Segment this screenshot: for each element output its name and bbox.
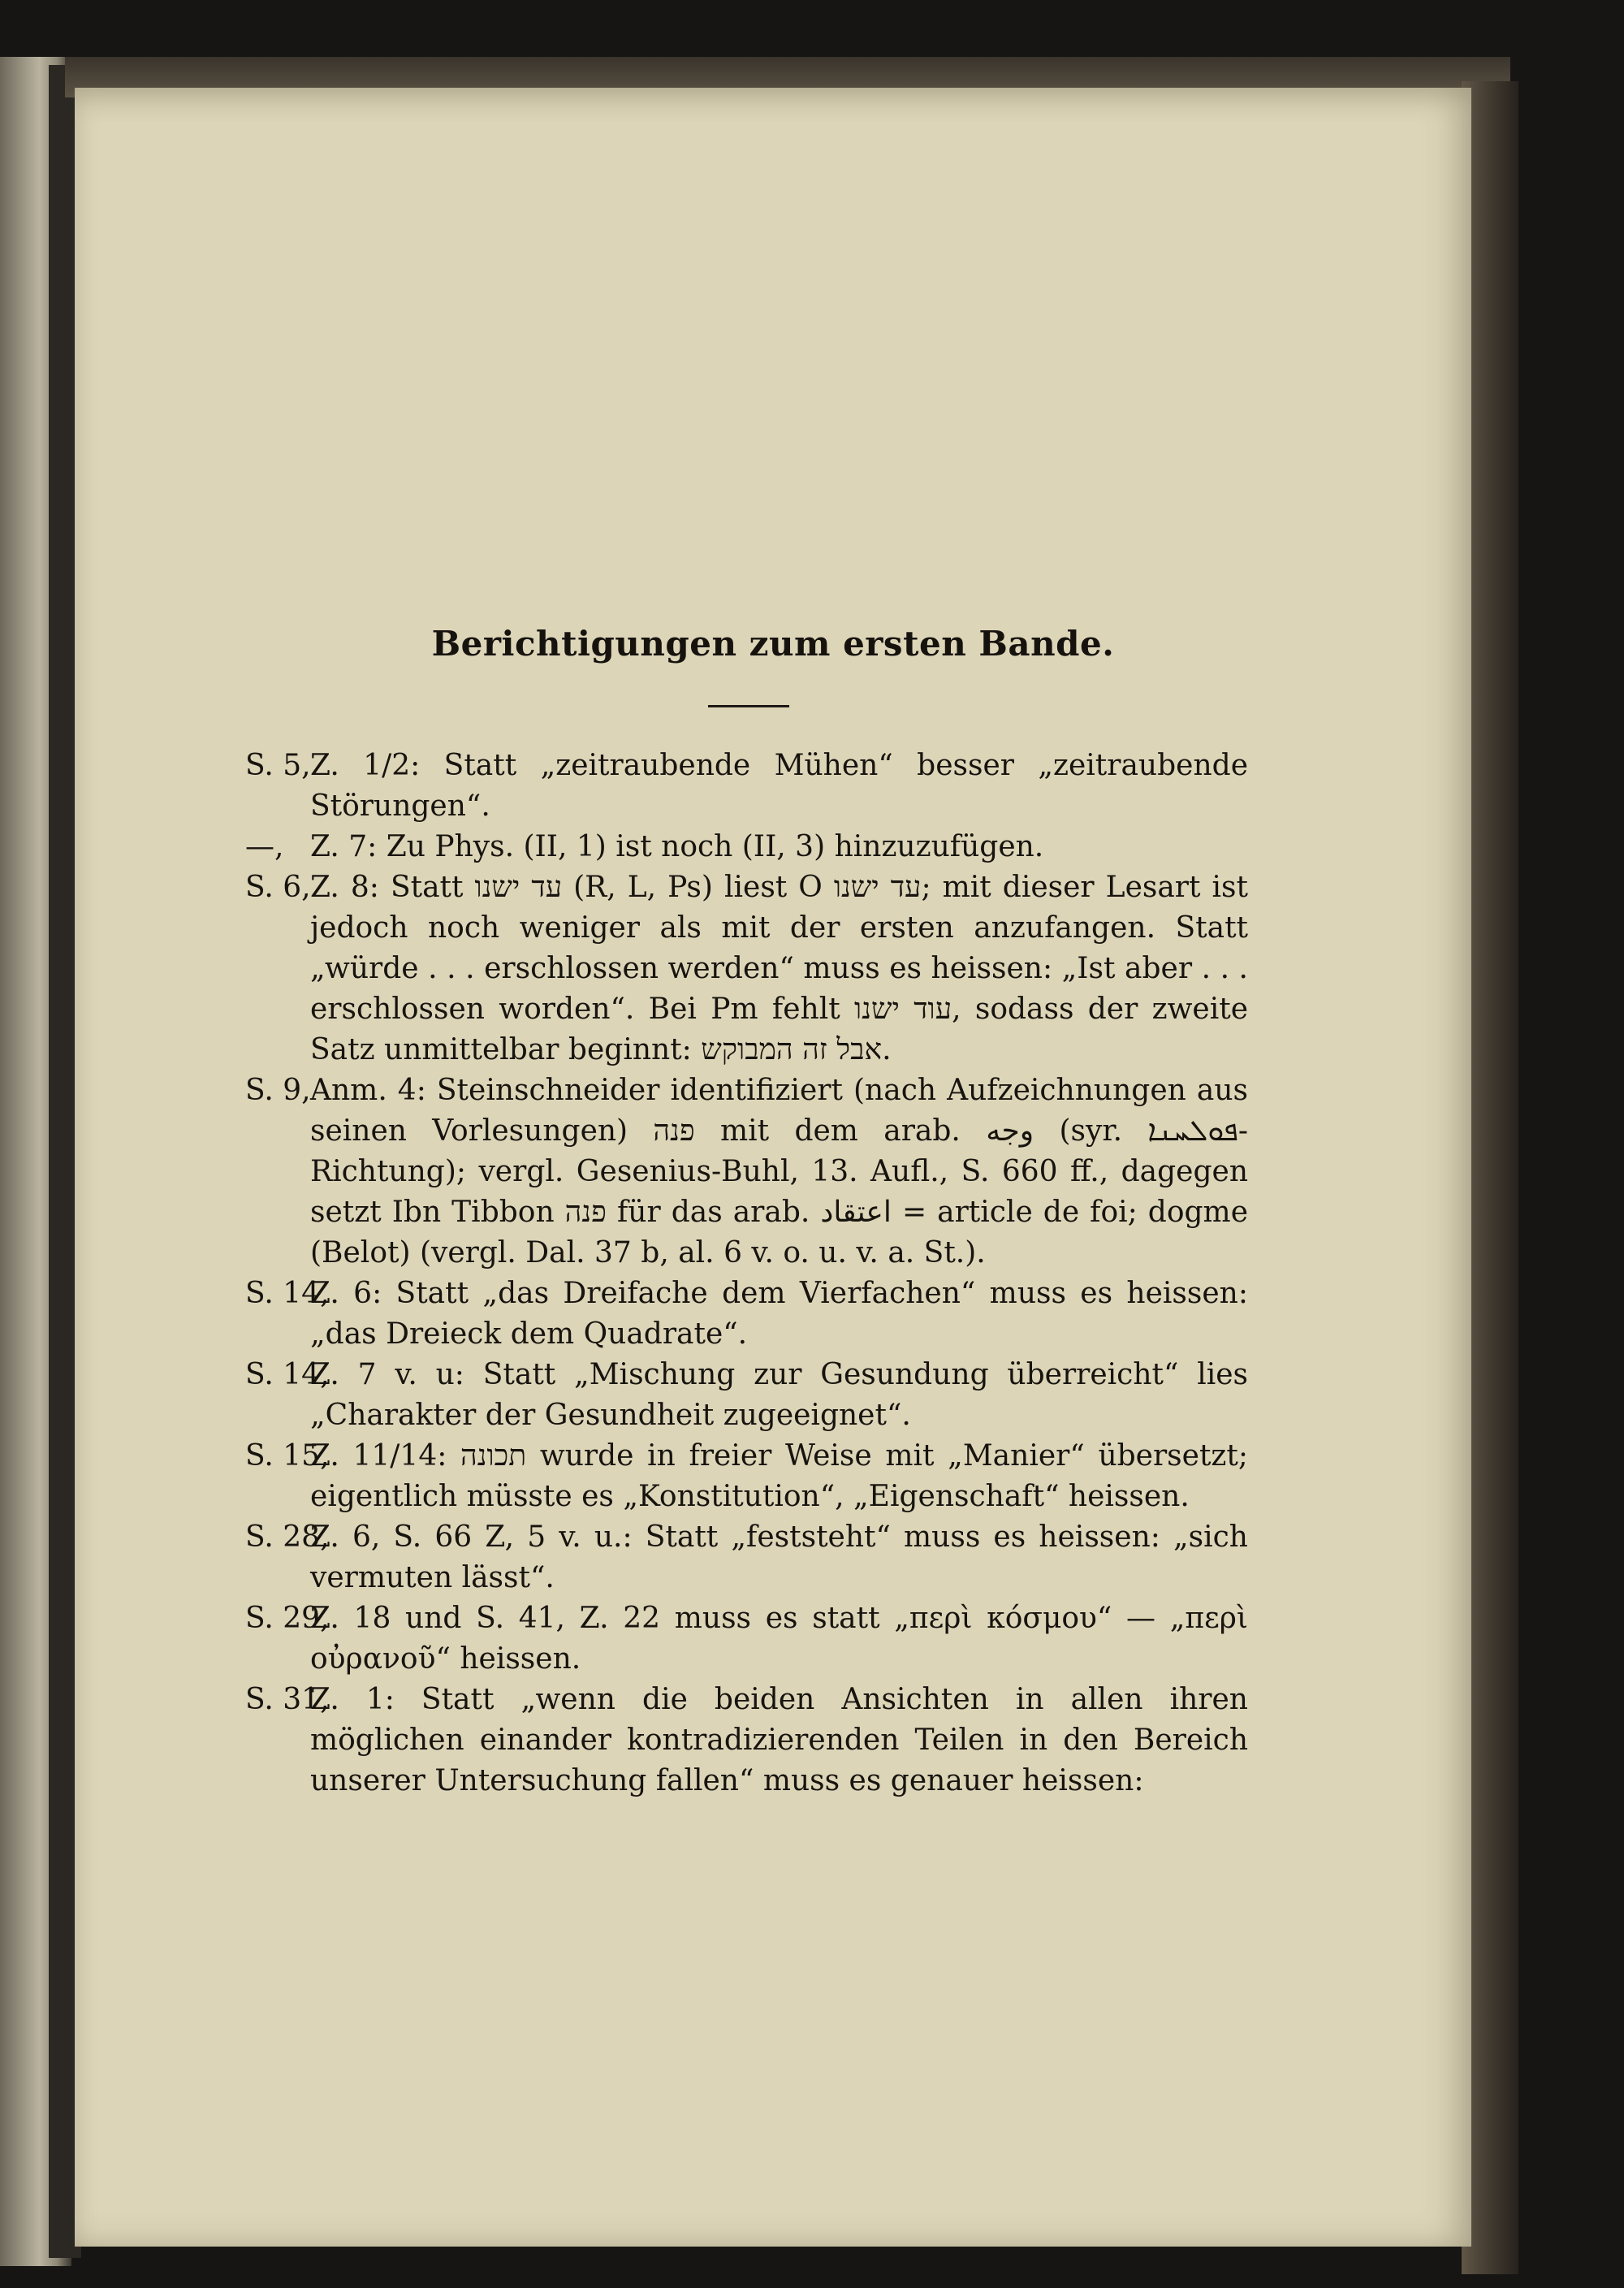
correction-entry: [245, 746, 1248, 827]
book-page: [75, 88, 1471, 2247]
entry-reference: S. 31,: [245, 1683, 330, 1716]
correction-entry: [245, 1598, 1248, 1680]
entry-text: Z. 7 v. u: Statt „Mischung zur Gesundung überreicht“ lies „Charakter der Gesundheit zugeeignet“.: [310, 1358, 1248, 1432]
entry-text: Z. 11/14: תכונה wurde in freier Weise mit „Manier“ übersetzt; eigentlich müsste es „Konstitution“, „Eigenschaft“ heissen.: [310, 1439, 1248, 1513]
correction-entry: [245, 827, 1248, 867]
entry-reference: S. 28,: [245, 1520, 330, 1554]
correction-entry: [245, 1680, 1248, 1801]
entry-reference: S. 15,: [245, 1439, 330, 1473]
correction-entry: [245, 1355, 1248, 1436]
entry-reference: S. 5,: [245, 749, 311, 782]
entry-text: Z. 6, S. 66 Z, 5 v. u.: Statt „feststeht“ muss es heissen: „sich vermuten lässt“.: [310, 1520, 1248, 1594]
entry-text: Z. 1/2: Statt „zeitraubende Mühen“ besser „zeitraubende Störungen“.: [310, 749, 1248, 823]
entry-text: Anm. 4: Steinschneider identifiziert (nach Aufzeichnungen aus seinen Vorlesungen) פנה mit dem arab. وجه (syr. ܦܘܠܚܢܐ-Richtung); vergl. Gesenius-Buhl, 13. Aufl., S. 660 ff., dagegen setzt Ibn Tibbon פנה für das arab. اعتقاد = article de foi; dogme (Belot) (vergl. Dal. 37 b, al. 6 v. o. u. v. a. St.).: [310, 1074, 1249, 1269]
entry-reference: S. 6,: [245, 871, 311, 904]
entry-text: Z. 1: Statt „wenn die beiden Ansichten in allen ihren möglichen einander kontradizierenden Teilen in den Bereich unserer Untersuchung fallen“ muss es genauer heissen:: [310, 1683, 1248, 1797]
correction-entry: [245, 1517, 1248, 1598]
entry-reference: S. 29,: [245, 1602, 330, 1635]
entry-reference: —,: [245, 830, 284, 863]
heading-rule: [708, 705, 789, 707]
correction-entry: [245, 1070, 1248, 1274]
entry-text: Z. 6: Statt „das Dreifache dem Vierfachen“ muss es heissen: „das Dreieck dem Quadrate“.: [310, 1277, 1248, 1351]
entry-text: Z. 18 und S. 41, Z. 22 muss es statt „περὶ κόσμου“ — „περὶ οὐρανοῦ“ heissen.: [310, 1602, 1248, 1676]
correction-entry: [245, 867, 1248, 1070]
entry-text: Z. 7: Zu Phys. (II, 1) ist noch (II, 3) hinzuzufügen.: [310, 830, 1044, 863]
entry-reference: S. 14,: [245, 1277, 330, 1310]
corrections-list: [245, 746, 1248, 1801]
entry-reference: S. 14,: [245, 1358, 330, 1391]
page-heading: Berichtigungen zum ersten Bande.: [431, 624, 1115, 664]
entry-reference: S. 9,: [245, 1074, 311, 1107]
correction-entry: [245, 1274, 1248, 1355]
correction-entry: [245, 1436, 1248, 1517]
entry-text: Z. 8: Statt עד ישנו (R, L, Ps) liest O עד ישנו; mit dieser Lesart ist jedoch noch weniger als mit der ersten anzufangen. Statt „würde . . . erschlossen werden“ muss es heissen: „Ist aber . . . erschlossen worden“. Bei Pm fehlt עוד ישנו, sodass der zweite Satz unmittelbar beginnt: אבל זה המבוקש.: [310, 871, 1249, 1066]
